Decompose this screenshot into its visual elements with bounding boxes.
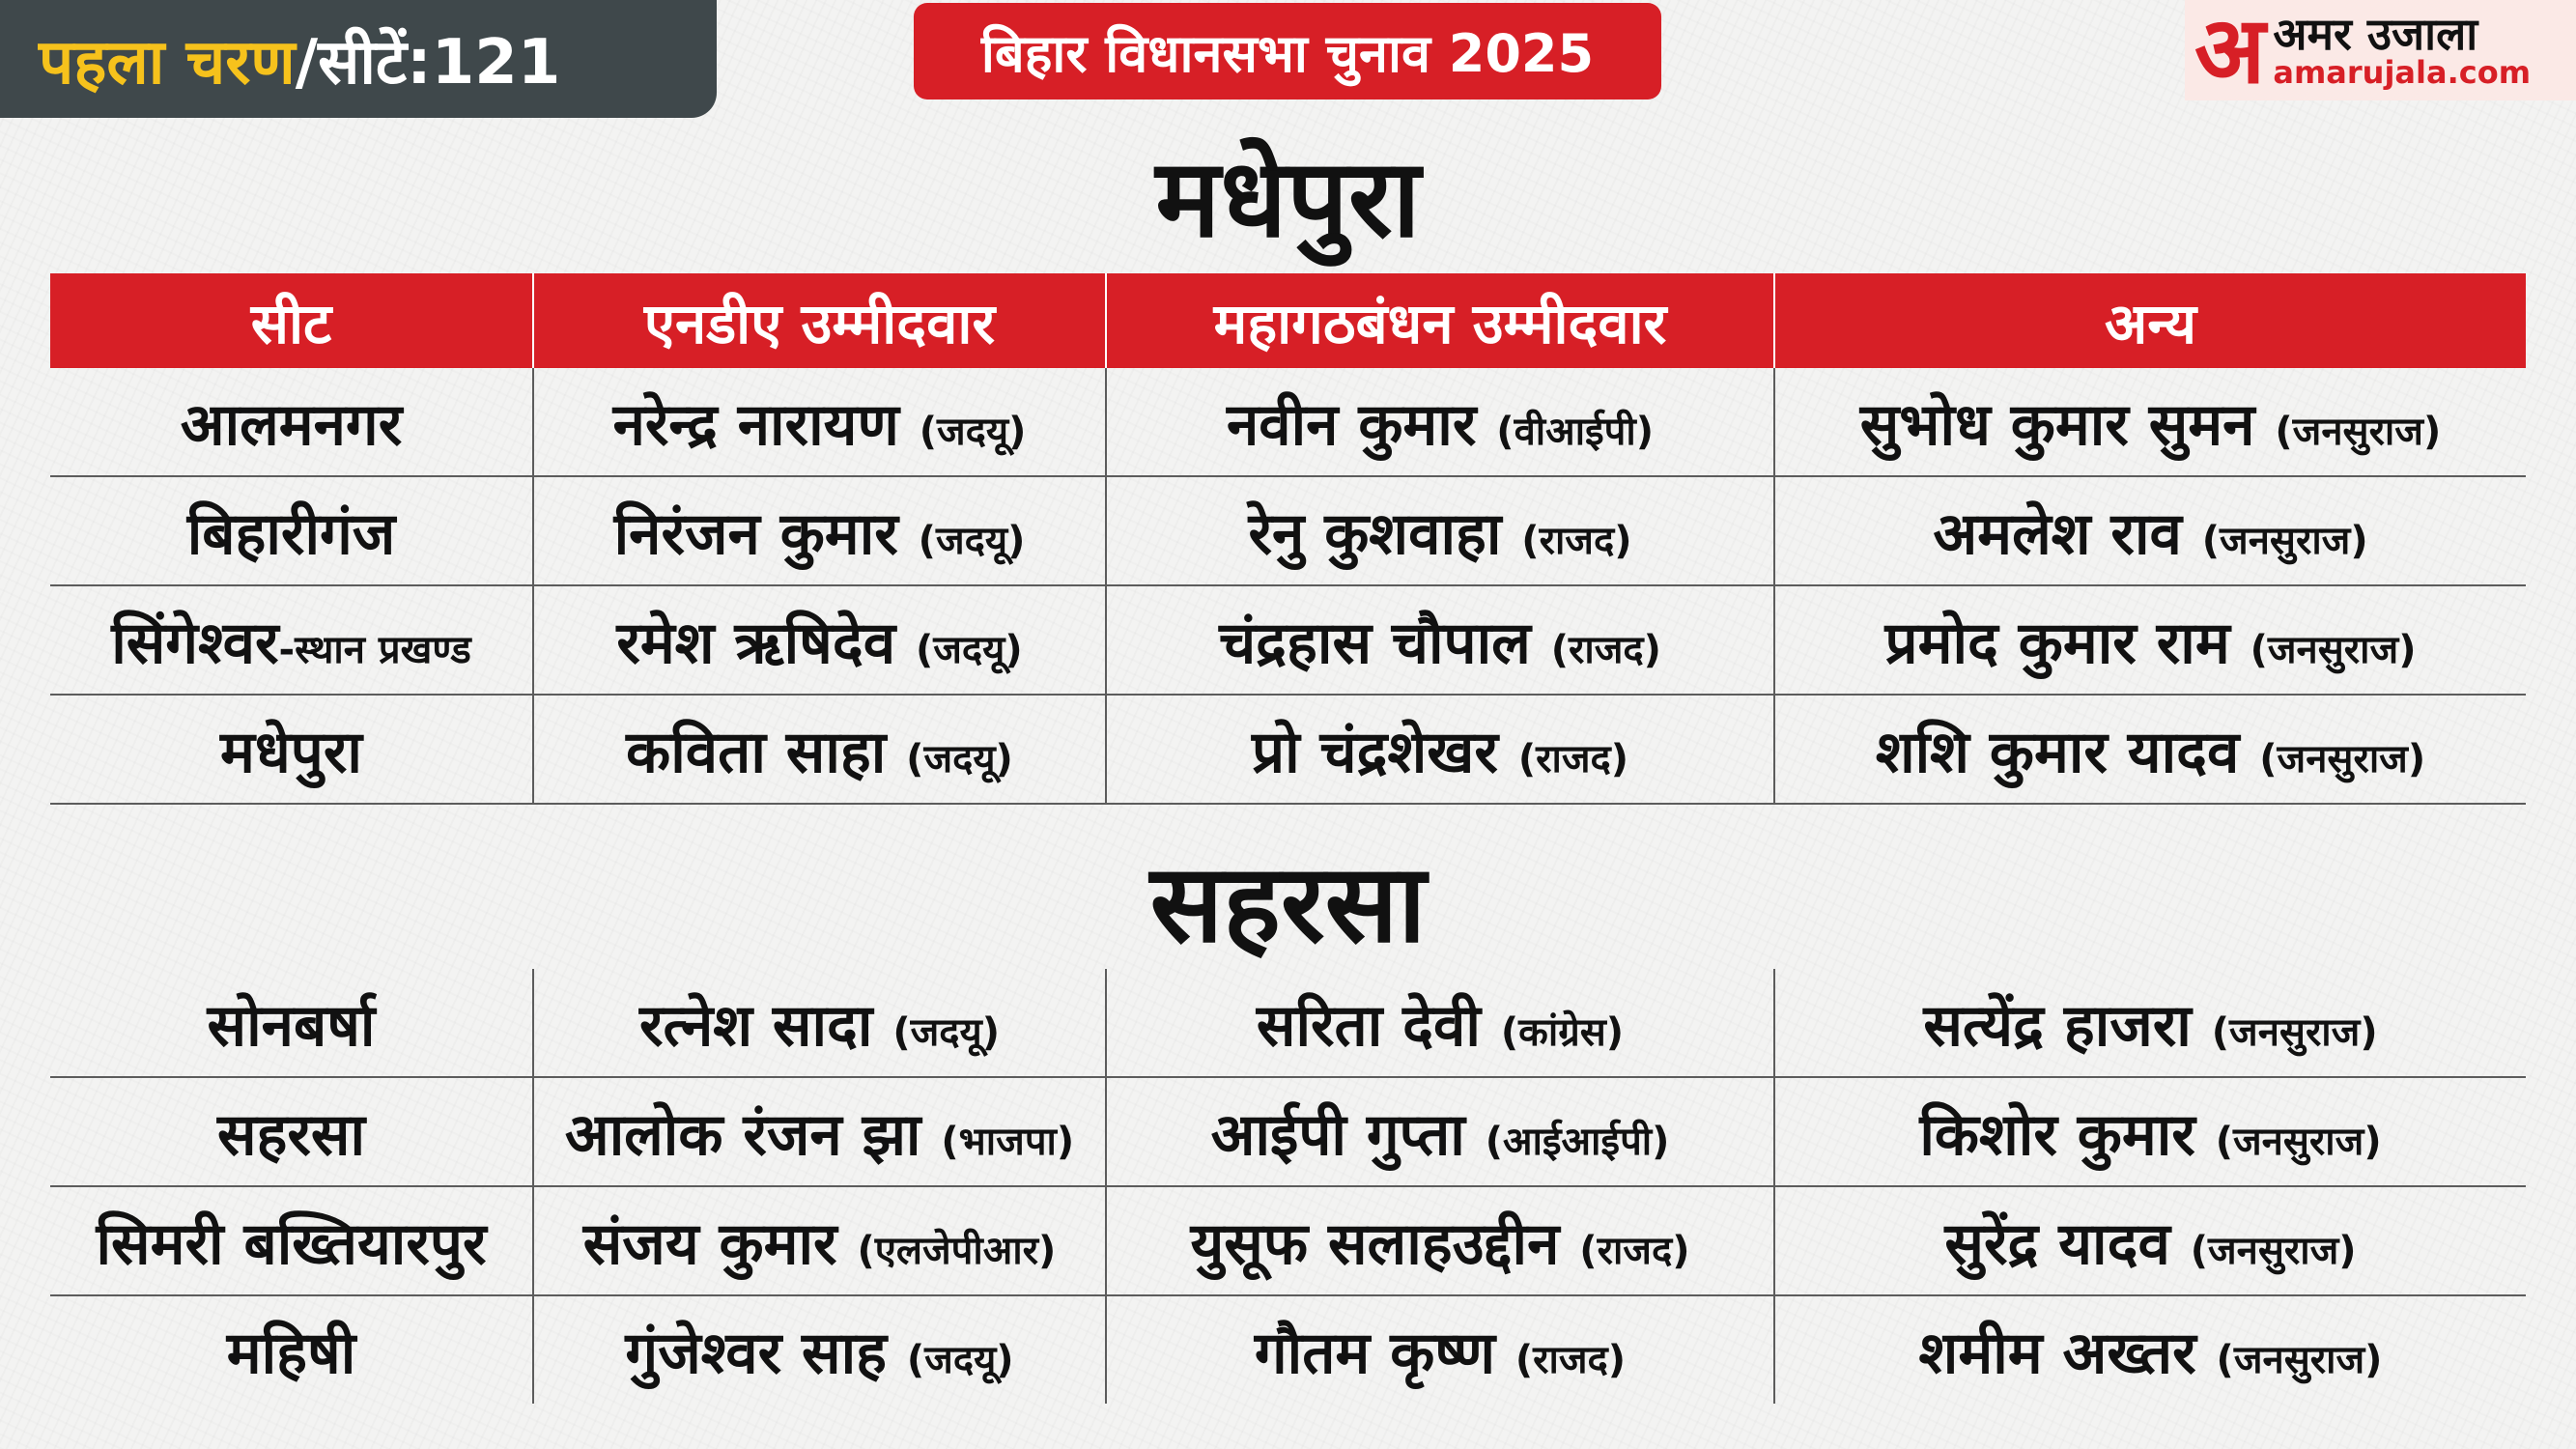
candidate-name: आईपी गुप्ता bbox=[1210, 1100, 1465, 1169]
candidate-name: प्रमोद कुमार राम bbox=[1884, 609, 2230, 677]
candidate-name: किशोर कुमार bbox=[1919, 1100, 2195, 1169]
nda-cell bbox=[533, 1295, 1106, 1404]
logo-mark: अ bbox=[2194, 0, 2266, 104]
party-label: (राजद) bbox=[1521, 518, 1632, 563]
mgb-cell bbox=[1106, 1186, 1774, 1295]
logo-name: अमर उजाला bbox=[2273, 8, 2478, 61]
party-label: (जनसुराज) bbox=[2215, 1119, 2382, 1164]
seat-name: सहरसा bbox=[216, 1100, 366, 1169]
candidate-name: सुरेंद्र यादव bbox=[1944, 1209, 2170, 1278]
party-label: (जनसुराज) bbox=[2190, 1228, 2357, 1273]
party-label: (जदयू) bbox=[906, 1337, 1014, 1382]
party-label: (वीआईपी) bbox=[1496, 409, 1655, 454]
party-label: (जनसुराज) bbox=[2216, 1337, 2383, 1382]
others-cell bbox=[1774, 585, 2526, 695]
mgb-cell bbox=[1106, 585, 1774, 695]
candidate-name: नरेन्द्र नारायण bbox=[612, 390, 899, 459]
party-label: (कांग्रेस) bbox=[1500, 1009, 1625, 1055]
table-header-row bbox=[50, 273, 2526, 368]
candidate-name: अमलेश राव bbox=[1933, 499, 2182, 568]
party-label: (जनसुराज) bbox=[2275, 409, 2442, 454]
others-cell bbox=[1774, 368, 2526, 476]
party-label: (जदयू) bbox=[906, 736, 1013, 781]
seat-cell bbox=[50, 1077, 533, 1186]
party-label: (जनसुराज) bbox=[2201, 518, 2368, 563]
column-header-others: अन्य bbox=[1774, 273, 2526, 368]
mgb-cell bbox=[1106, 695, 1774, 804]
candidate-name: शशि कुमार यादव bbox=[1875, 718, 2240, 786]
party-label: (राजद) bbox=[1514, 1337, 1627, 1382]
nda-cell bbox=[533, 368, 1106, 476]
seats-count: /सीटें:121 bbox=[295, 26, 561, 99]
party-label: (राजद) bbox=[1550, 627, 1661, 672]
column-header-nda: एनडीए उम्मीदवार bbox=[533, 273, 1106, 368]
party-label: (जदयू) bbox=[919, 409, 1027, 454]
seat-cell bbox=[50, 695, 533, 804]
candidate-name: कविता साहा bbox=[626, 718, 887, 786]
seat-cell bbox=[50, 368, 533, 476]
table-row bbox=[50, 368, 2526, 476]
nda-cell bbox=[533, 585, 1106, 695]
party-label: (राजद) bbox=[1517, 736, 1629, 781]
district-title-madhepura: मधेपुरा bbox=[1155, 136, 1421, 262]
candidate-name: रेनु कुशवाहा bbox=[1248, 499, 1502, 568]
candidate-name: रत्नेश सादा bbox=[638, 991, 873, 1060]
table-row bbox=[50, 476, 2526, 585]
candidate-name: संजय कुमार bbox=[582, 1209, 837, 1278]
candidate-name: निरंजन कुमार bbox=[613, 499, 898, 568]
party-label: (जनसुराज) bbox=[2259, 736, 2426, 781]
others-cell bbox=[1774, 1186, 2526, 1295]
candidate-name: रमेश ऋषिदेव bbox=[616, 609, 896, 677]
party-label: (जदयू) bbox=[918, 518, 1026, 563]
mgb-cell bbox=[1106, 476, 1774, 585]
nda-cell bbox=[533, 1186, 1106, 1295]
others-cell bbox=[1774, 476, 2526, 585]
party-label: (एलजेपीआर) bbox=[857, 1228, 1057, 1273]
election-title: बिहार विधानसभा चुनाव 2025 bbox=[914, 3, 1661, 99]
mgb-cell bbox=[1106, 1077, 1774, 1186]
table-row bbox=[50, 969, 2526, 1077]
party-label: (जनसुराज) bbox=[2250, 627, 2417, 672]
district-title-saharsa: सहरसा bbox=[1149, 841, 1427, 967]
seat-cell bbox=[50, 1295, 533, 1404]
candidate-name: शमीम अख्तर bbox=[1918, 1319, 2196, 1387]
mgb-cell bbox=[1106, 368, 1774, 476]
table-row bbox=[50, 585, 2526, 695]
candidate-name: सत्येंद्र हाजरा bbox=[1923, 991, 2192, 1060]
candidate-name: सुभोध कुमार सुमन bbox=[1859, 390, 2255, 459]
phase-label: पहला चरण bbox=[39, 26, 296, 99]
candidates-table-madhepura bbox=[50, 273, 2526, 805]
seat-name: महिषी bbox=[226, 1319, 356, 1387]
others-cell bbox=[1774, 1295, 2526, 1404]
party-label: (आईआईपी) bbox=[1485, 1119, 1670, 1164]
seat-name: सिमरी बख्तियारपुर bbox=[96, 1209, 487, 1278]
seat-cell bbox=[50, 1186, 533, 1295]
mgb-cell bbox=[1106, 969, 1774, 1077]
candidate-name: गौतम कृष्ण bbox=[1254, 1319, 1495, 1387]
others-cell bbox=[1774, 969, 2526, 1077]
candidate-name: गुंजेश्वर साह bbox=[625, 1319, 887, 1387]
candidate-name: आलोक रंजन झा bbox=[564, 1100, 921, 1169]
others-cell bbox=[1774, 695, 2526, 804]
party-label: (राजद) bbox=[1579, 1228, 1690, 1273]
seat-name: सिंगेश्वर bbox=[111, 609, 279, 677]
party-label: (जदयू) bbox=[892, 1009, 1001, 1055]
candidate-name: नवीन कुमार bbox=[1226, 390, 1477, 459]
party-label: (जदयू) bbox=[915, 627, 1023, 672]
candidate-name: चंद्रहास चौपाल bbox=[1219, 609, 1531, 677]
candidate-name: युसूफ सलाहउद्दीन bbox=[1190, 1209, 1560, 1278]
candidate-name: सरिता देवी bbox=[1256, 991, 1481, 1060]
mgb-cell bbox=[1106, 1295, 1774, 1404]
others-cell bbox=[1774, 1077, 2526, 1186]
nda-cell bbox=[533, 1077, 1106, 1186]
nda-cell bbox=[533, 476, 1106, 585]
party-label: (भाजपा) bbox=[941, 1119, 1075, 1164]
logo-url: amarujala.com bbox=[2273, 54, 2532, 92]
seat-cell bbox=[50, 969, 533, 1077]
table-row bbox=[50, 1186, 2526, 1295]
phase-badge bbox=[0, 0, 717, 118]
seat-name: मधेपुरा bbox=[220, 718, 362, 786]
column-header-seat: सीट bbox=[50, 273, 533, 368]
seat-cell bbox=[50, 585, 533, 695]
table-row bbox=[50, 695, 2526, 804]
seat-name: आलमनगर bbox=[180, 390, 403, 459]
seat-name: बिहारीगंज bbox=[186, 499, 396, 568]
nda-cell bbox=[533, 969, 1106, 1077]
nda-cell bbox=[533, 695, 1106, 804]
seat-name: सोनबर्षा bbox=[207, 991, 376, 1060]
amar-ujala-logo bbox=[2185, 0, 2576, 104]
table-row bbox=[50, 1295, 2526, 1404]
table-row bbox=[50, 1077, 2526, 1186]
party-label: (जनसुराज) bbox=[2211, 1009, 2378, 1055]
column-header-mgb: महागठबंधन उम्मीदवार bbox=[1106, 273, 1774, 368]
candidate-name: प्रो चंद्रशेखर bbox=[1251, 718, 1498, 786]
seat-note: -स्थान प्रखण्ड bbox=[278, 627, 471, 672]
candidates-table-saharsa bbox=[50, 969, 2526, 1404]
seat-cell bbox=[50, 476, 533, 585]
